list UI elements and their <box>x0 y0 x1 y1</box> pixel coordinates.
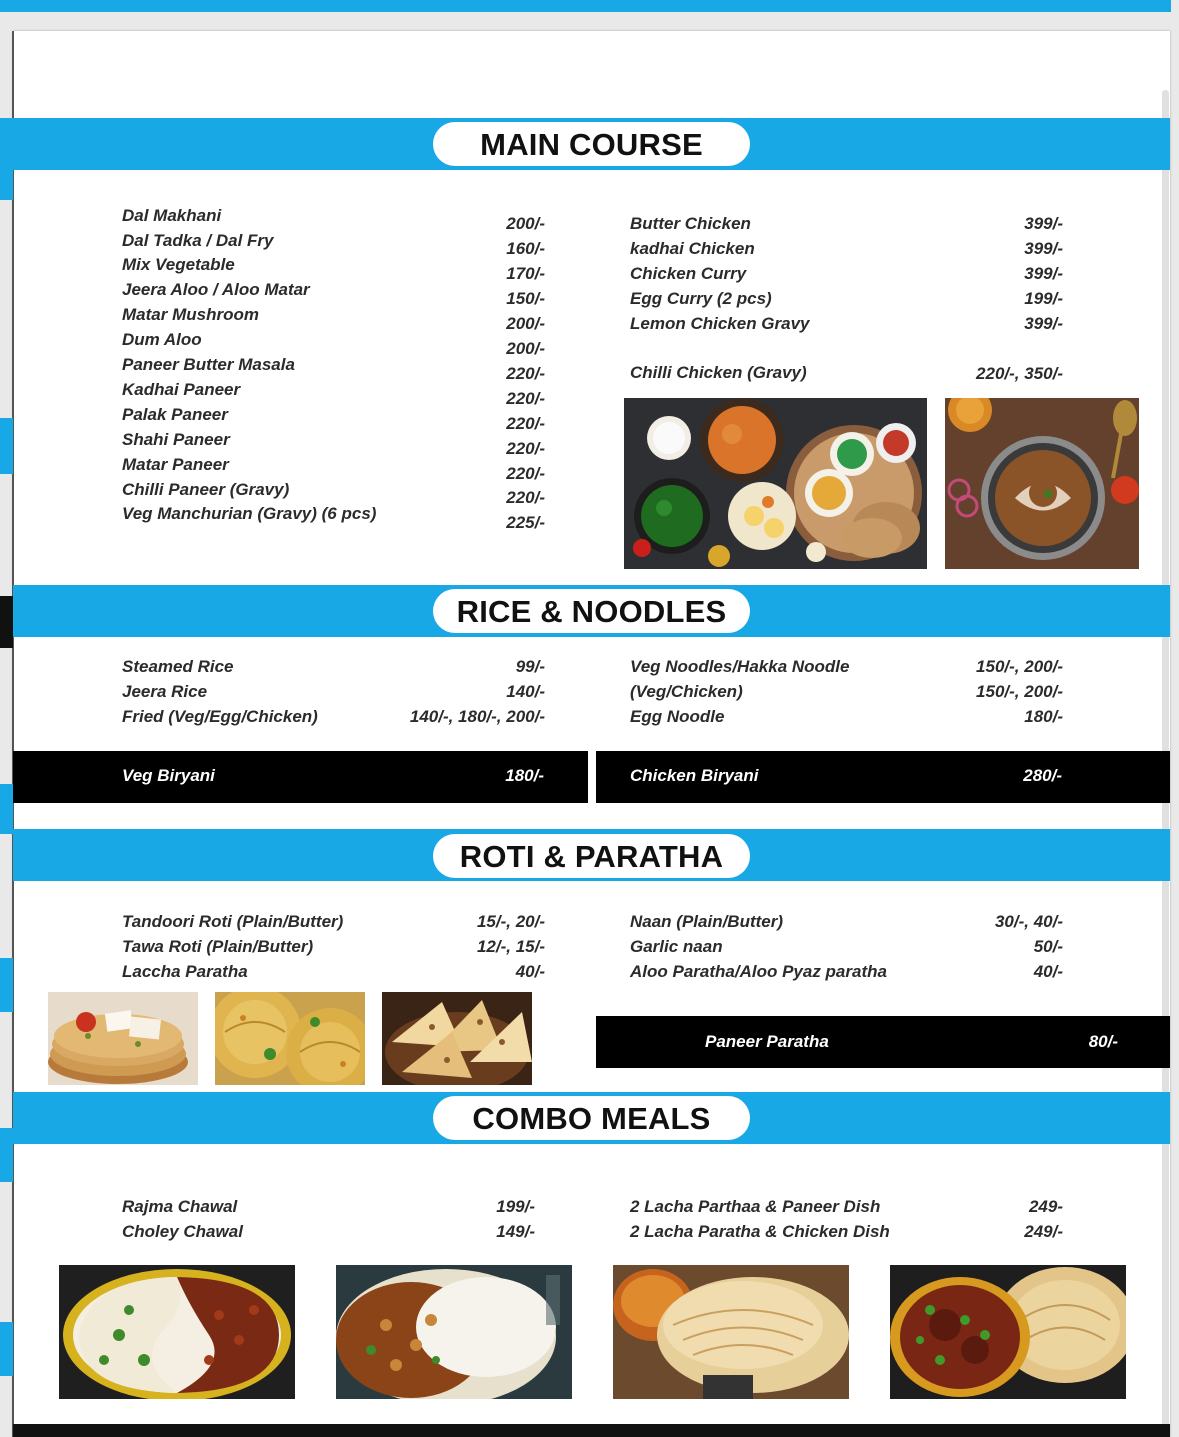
menu-item-price: 220/- <box>506 488 545 507</box>
menu-item-name: Kadhai Paneer <box>122 380 241 399</box>
menu-item-price: 140/- <box>506 682 545 701</box>
menu-item-name: Choley Chawal <box>122 1222 243 1241</box>
menu-item-name: Tawa Roti (Plain/Butter) <box>122 937 314 956</box>
side-strip <box>0 1322 13 1376</box>
menu-item-price: 200/- <box>506 339 545 358</box>
menu-item-price: 220/- <box>506 364 545 383</box>
side-strip <box>0 596 13 648</box>
menu-item-price: 40/- <box>1033 962 1063 981</box>
menu-item-name: Dal Makhani <box>122 206 222 225</box>
menu-item-price: 160/- <box>506 239 545 258</box>
menu-item-price: 40/- <box>515 962 545 981</box>
menu-item-name: Jeera Aloo / Aloo Matar <box>122 280 310 299</box>
menu-item-name: Fried (Veg/Egg/Chicken) <box>122 707 318 726</box>
menu-item-price: 149/- <box>496 1222 535 1241</box>
menu-item-name: Veg Manchurian (Gravy) (6 pcs) <box>122 504 377 523</box>
section-title-roti-paratha: ROTI & PARATHA <box>433 834 750 878</box>
menu-item-name: Egg Noodle <box>630 707 725 726</box>
menu-item-price: 50/- <box>1033 937 1063 956</box>
menu-item-price: 220/- <box>506 464 545 483</box>
side-strip <box>0 118 13 200</box>
paratha-chicken-dish-photo <box>890 1265 1126 1399</box>
menu-item-price: 399/- <box>1024 264 1063 283</box>
menu-item-price: 225/- <box>506 513 545 532</box>
veg-biryani-bar <box>13 751 588 803</box>
menu-item-name: Veg Biryani <box>122 766 215 785</box>
menu-item-name: Palak Paneer <box>122 405 228 424</box>
menu-item-name: Garlic naan <box>630 937 723 956</box>
menu-item-price: 249/- <box>1024 1222 1063 1241</box>
section-title-combo-meals: COMBO MEALS <box>433 1096 750 1140</box>
menu-item-price: 220/- <box>506 414 545 433</box>
choley-chawal-photo <box>336 1265 572 1399</box>
menu-item-price: 30/-, 40/- <box>994 912 1063 931</box>
laccha-paratha-photo <box>215 992 365 1085</box>
naan-basket-photo <box>382 992 532 1085</box>
rajma-chawal-photo <box>59 1265 295 1399</box>
section-title-rice-noodles: RICE & NOODLES <box>433 589 750 633</box>
menu-item-name: kadhai Chicken <box>630 239 755 258</box>
menu-item-name: Matar Mushroom <box>122 305 259 324</box>
menu-item-name: Chicken Curry <box>630 264 747 283</box>
menu-item-name: Jeera Rice <box>122 682 208 701</box>
menu-item-name: Laccha Paratha <box>122 962 248 981</box>
menu-item-price: 150/-, 200/- <box>976 657 1063 676</box>
menu-item-price: 220/-, 350/- <box>976 364 1063 383</box>
side-strip <box>0 784 13 834</box>
menu-item-price: 170/- <box>506 264 545 283</box>
bottom-bar <box>13 1424 1170 1437</box>
menu-item-name: Dum Aloo <box>122 330 202 349</box>
menu-item-price: 200/- <box>506 314 545 333</box>
menu-item-price: 150/-, 200/- <box>976 682 1063 701</box>
menu-item-name: Shahi Paneer <box>122 430 230 449</box>
menu-item-name: Egg Curry (2 pcs) <box>630 289 772 308</box>
chicken-biryani-bar <box>596 751 1170 803</box>
side-strip <box>0 1128 13 1182</box>
side-strip <box>0 958 13 1012</box>
menu-item-price: 150/- <box>506 289 545 308</box>
menu-item-name: Paneer Butter Masala <box>122 355 295 374</box>
side-strip <box>0 418 13 474</box>
menu-item-name: Mix Vegetable <box>122 255 235 274</box>
paratha-paneer-dish-photo <box>613 1265 849 1399</box>
menu-item-price: 99/- <box>515 657 545 676</box>
menu-item-price: 220/- <box>506 389 545 408</box>
menu-item-price: 280/- <box>1023 766 1062 785</box>
menu-item-name: Matar Paneer <box>122 455 229 474</box>
menu-item-name: Paneer Paratha <box>705 1032 829 1051</box>
menu-item-name: Lemon Chicken Gravy <box>630 314 810 333</box>
menu-item-name: Butter Chicken <box>630 214 751 233</box>
top-accent-bar <box>0 0 1171 12</box>
menu-item-price: 199/- <box>496 1197 535 1216</box>
paratha-stack-photo <box>48 992 198 1085</box>
menu-item-name: Chilli Paneer (Gravy) <box>122 480 290 499</box>
menu-item-name: Rajma Chawal <box>122 1197 238 1216</box>
menu-item-price: 249- <box>1028 1197 1063 1216</box>
menu-item-name: (Veg/Chicken) <box>630 682 743 701</box>
menu-item-name: Chilli Chicken (Gravy) <box>630 363 807 382</box>
menu-item-price: 15/-, 20/- <box>476 912 545 931</box>
menu-item-name: Veg Noodles/Hakka Noodle <box>630 657 850 676</box>
menu-item-price: 399/- <box>1024 214 1063 233</box>
menu-item-price: 200/- <box>506 214 545 233</box>
menu-item-price: 180/- <box>1024 707 1063 726</box>
paneer-paratha-bar <box>596 1016 1170 1068</box>
menu-item-name: Naan (Plain/Butter) <box>630 912 784 931</box>
menu-item-name: Tandoori Roti (Plain/Butter) <box>122 912 344 931</box>
menu-item-price: 80/- <box>1088 1032 1118 1051</box>
thali-spread-photo <box>624 398 927 569</box>
menu-item-price: 140/-, 180/-, 200/- <box>409 707 545 726</box>
section-title-main-course: MAIN COURSE <box>433 122 750 166</box>
menu-item-price: 399/- <box>1024 239 1063 258</box>
menu-item-name: Aloo Paratha/Aloo Pyaz paratha <box>630 962 887 981</box>
menu-item-name: Chicken Biryani <box>630 766 759 785</box>
menu-item-price: 220/- <box>506 439 545 458</box>
menu-item-name: Dal Tadka / Dal Fry <box>122 231 274 250</box>
menu-item-price: 399/- <box>1024 314 1063 333</box>
dal-makhani-photo <box>945 398 1139 569</box>
menu-item-name: 2 Lacha Parthaa & Paneer Dish <box>630 1197 881 1216</box>
menu-item-name: 2 Lacha Paratha & Chicken Dish <box>630 1222 890 1241</box>
menu-item-price: 180/- <box>505 766 544 785</box>
menu-item-name: Steamed Rice <box>122 657 234 676</box>
menu-item-price: 199/- <box>1024 289 1063 308</box>
menu-item-price: 12/-, 15/- <box>476 937 545 956</box>
page-left-edge <box>12 31 14 1437</box>
